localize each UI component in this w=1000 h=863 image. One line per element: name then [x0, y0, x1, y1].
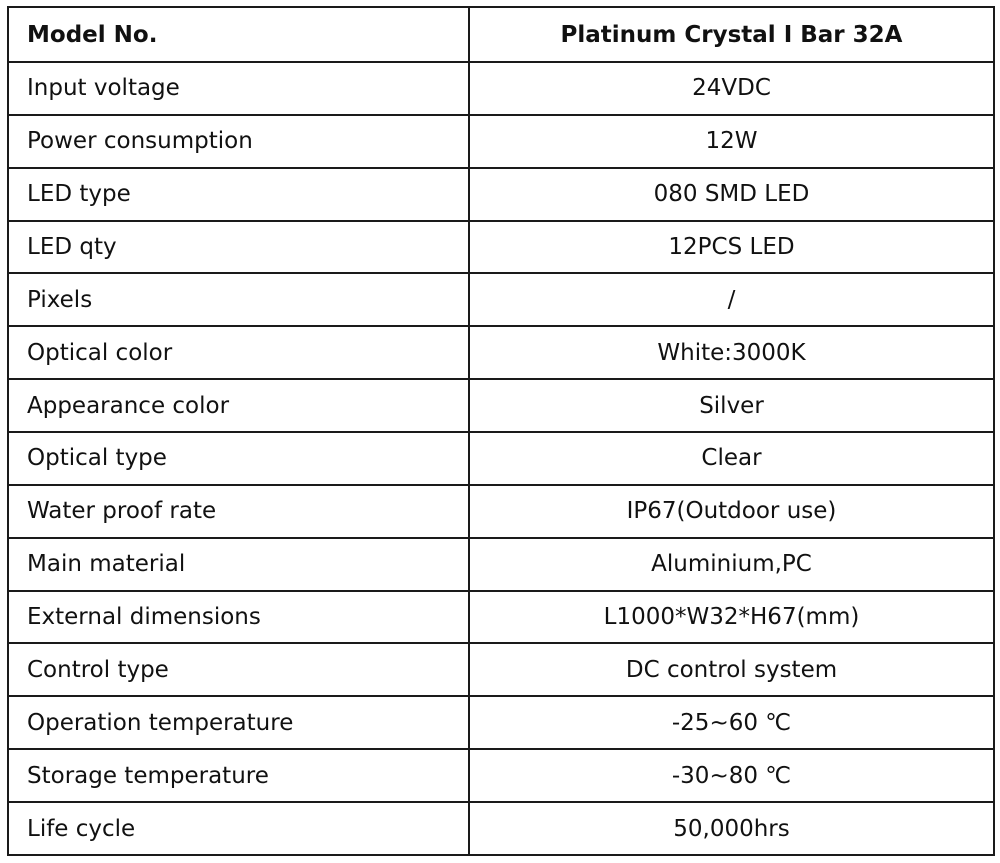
table-body	[8, 62, 994, 855]
header-label-cell: Model No.	[8, 7, 469, 62]
spec-label-cell: Pixels	[8, 273, 469, 326]
table-row	[8, 273, 994, 326]
spec-label-cell: Water proof rate	[8, 485, 469, 538]
spec-value-cell: Aluminium,PC	[469, 538, 994, 591]
table-row	[8, 591, 994, 644]
spec-label-cell: Optical color	[8, 326, 469, 379]
spec-value-cell: 080 SMD LED	[469, 168, 994, 221]
table-row	[8, 749, 994, 802]
spec-value-cell: 12PCS LED	[469, 221, 994, 274]
spec-table	[7, 6, 995, 856]
spec-label-cell: LED qty	[8, 221, 469, 274]
spec-value-cell: DC control system	[469, 643, 994, 696]
spec-value-cell: -30~80 ℃	[469, 749, 994, 802]
table-row	[8, 62, 994, 115]
spec-label-cell: Operation temperature	[8, 696, 469, 749]
spec-value-cell: /	[469, 273, 994, 326]
spec-label-cell: Power consumption	[8, 115, 469, 168]
spec-label-cell: Input voltage	[8, 62, 469, 115]
table-row	[8, 379, 994, 432]
spec-value-cell: L1000*W32*H67(mm)	[469, 591, 994, 644]
table-row	[8, 485, 994, 538]
spec-value-cell: White:3000K	[469, 326, 994, 379]
spec-value-cell: Silver	[469, 379, 994, 432]
table-row	[8, 326, 994, 379]
spec-label-cell: Life cycle	[8, 802, 469, 855]
spec-label-cell: Control type	[8, 643, 469, 696]
table-row	[8, 802, 994, 855]
spec-label-cell: LED type	[8, 168, 469, 221]
spec-label-cell: Optical type	[8, 432, 469, 485]
table-row	[8, 115, 994, 168]
table-row	[8, 432, 994, 485]
spec-value-cell: 50,000hrs	[469, 802, 994, 855]
spec-label-cell: External dimensions	[8, 591, 469, 644]
spec-label-cell: Main material	[8, 538, 469, 591]
spec-label-cell: Storage temperature	[8, 749, 469, 802]
table-row	[8, 538, 994, 591]
table-row	[8, 168, 994, 221]
spec-value-cell: 12W	[469, 115, 994, 168]
header-value-cell: Platinum Crystal I Bar 32A	[469, 7, 994, 62]
table-row	[8, 221, 994, 274]
spec-value-cell: IP67(Outdoor use)	[469, 485, 994, 538]
spec-label-cell: Appearance color	[8, 379, 469, 432]
spec-value-cell: 24VDC	[469, 62, 994, 115]
spec-value-cell: Clear	[469, 432, 994, 485]
table-row	[8, 696, 994, 749]
table-row	[8, 643, 994, 696]
spec-value-cell: -25~60 ℃	[469, 696, 994, 749]
table-header-row	[8, 7, 994, 62]
